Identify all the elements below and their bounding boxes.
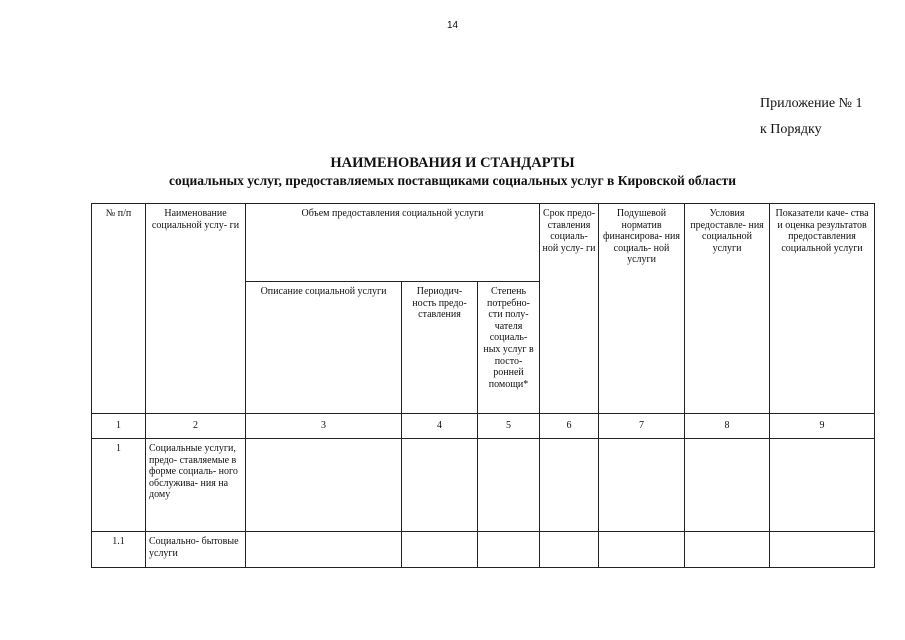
empty-cell (770, 439, 875, 532)
table-row (92, 532, 875, 568)
header-col-assistance-need: Степень потребно- сти полу- чателя социаль- ных услуг в посто- ронней помощи* (478, 282, 540, 414)
header-col-conditions: Условия предоставле- ния социальной услуги (685, 204, 770, 414)
header-col-term: Срок предо- ставления социаль- ной услу- ги (540, 204, 599, 414)
empty-cell (246, 532, 402, 568)
row-service-name: Социальные услуги, предо- ставляемые в форме социаль- ного обслужива- ния на дому (146, 439, 246, 532)
column-number: 5 (478, 414, 540, 439)
column-number: 8 (685, 414, 770, 439)
header-row-top (92, 204, 875, 282)
column-number: 7 (599, 414, 685, 439)
empty-cell (540, 439, 599, 532)
empty-cell (599, 532, 685, 568)
row-number: 1.1 (92, 532, 146, 568)
empty-cell (685, 532, 770, 568)
empty-cell (599, 439, 685, 532)
document-title: НАИМЕНОВАНИЯ И СТАНДАРТЫ (330, 155, 575, 171)
header-col-description: Описание социальной услуги (246, 282, 402, 414)
header-col-quality-indicators: Показатели каче- ства и оценка результатов предоставления социальной услуги (770, 204, 875, 414)
empty-cell (402, 439, 478, 532)
table-row (92, 439, 875, 532)
header-volume-group: Объем предоставления социальной услуги (246, 204, 540, 282)
row-number: 1 (92, 439, 146, 532)
appendix-reference: к Порядку (760, 122, 822, 137)
empty-cell (770, 532, 875, 568)
column-number: 1 (92, 414, 146, 439)
column-number: 3 (246, 414, 402, 439)
empty-cell (478, 532, 540, 568)
header-col-periodicity: Периодич- ность предо- ставления (402, 282, 478, 414)
column-numbers-row (92, 414, 875, 439)
column-number: 4 (402, 414, 478, 439)
header-col-funding-norm: Подушевой норматив финансирова- ния социаль- ной услуги (599, 204, 685, 414)
empty-cell (478, 439, 540, 532)
empty-cell (402, 532, 478, 568)
empty-cell (246, 439, 402, 532)
row-service-name: Социально- бытовые услуги (146, 532, 246, 568)
column-number: 9 (770, 414, 875, 439)
column-number: 6 (540, 414, 599, 439)
column-number: 2 (146, 414, 246, 439)
empty-cell (540, 532, 599, 568)
appendix-label: Приложение № 1 (760, 96, 863, 111)
document-subtitle: социальных услуг, предоставляемых поставщиками социальных услуг в Кировской области (168, 173, 737, 188)
header-col-service-name: Наименование социальной услу- ги (146, 204, 246, 414)
empty-cell (685, 439, 770, 532)
standards-table (91, 203, 875, 568)
page-number: 14 (446, 20, 459, 31)
header-col-number: № п/п (92, 204, 146, 414)
